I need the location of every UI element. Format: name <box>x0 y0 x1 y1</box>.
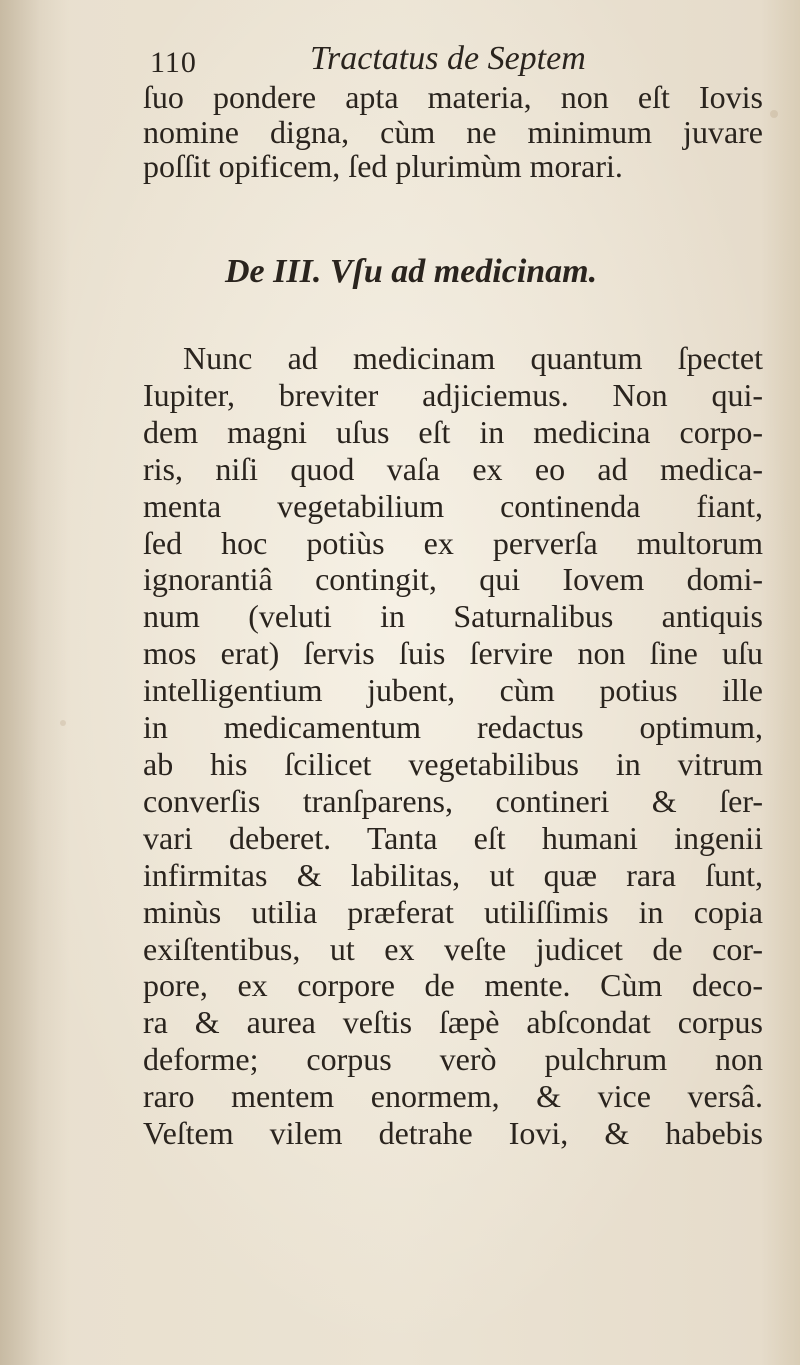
text-line: infirmitas & labilitas, ut quæ rara ſunt, <box>143 856 763 893</box>
text-line: Veſtem vilem detrahe Iovi, & habebis <box>143 1115 763 1152</box>
foxing-spot <box>770 110 778 118</box>
text-line: converſis tranſparens, contineri & ſer- <box>143 782 763 819</box>
text-line: pore, ex corpore de mente. Cùm deco- <box>143 967 763 1004</box>
text-line: mos erat) ſervis ſuis ſervire non ſine uſu <box>143 635 763 672</box>
text-line: minùs utilia præferat utiliſſimis in copia <box>143 893 763 930</box>
running-title: Tractatus de Septem <box>310 40 586 77</box>
text-line: ſuo pondere apta materia, non eſt Iovis <box>143 79 763 115</box>
text-line: menta vegetabilium continenda fiant, <box>143 487 763 524</box>
paragraph <box>143 340 763 1152</box>
gutter-shadow <box>0 0 70 1365</box>
text-line: dem magni uſus eſt in medicina corpo- <box>143 413 763 450</box>
text-line: poſſit opificem, ſed plurimùm morari. <box>143 148 623 184</box>
text-line: num (veluti in Saturnalibus antiquis <box>143 598 763 635</box>
text-line: nomine digna, cùm ne minimum juvare <box>143 113 763 150</box>
text-line: Iupiter, breviter adjiciemus. Non qui- <box>143 376 763 413</box>
section-heading: De III. Vſu ad medicinam. <box>225 253 598 290</box>
text-line: ra & aurea veſtis ſæpè abſcondat corpus <box>143 1004 763 1041</box>
text-line: deforme; corpus verò pulchrum non <box>143 1041 763 1078</box>
text-line: ignorantiâ contingit, qui Iovem domi- <box>143 561 763 598</box>
text-line: ab his ſcilicet vegetabilibus in vitrum <box>143 745 763 782</box>
text-line: Nunc ad medicinam quantum ſpectet <box>183 340 763 376</box>
foxing-spot <box>60 720 66 726</box>
text-line: ſed hoc potiùs ex perverſa multorum <box>143 524 763 561</box>
text-line: raro mentem enormem, & vice versâ. <box>143 1078 763 1115</box>
page-number: 110 <box>150 46 197 79</box>
text-line: exiſtentibus, ut ex veſte judicet de cor- <box>143 930 763 967</box>
text-line: in medicamentum redactus optimum, <box>143 709 763 746</box>
text-line: intelligentium jubent, cùm potius ille <box>143 672 763 709</box>
text-line: ris, niſi quod vaſa ex eo ad medica- <box>143 450 763 487</box>
top-text-block <box>143 80 763 184</box>
text-line: vari deberet. Tanta eſt humani ingenii <box>143 819 763 856</box>
